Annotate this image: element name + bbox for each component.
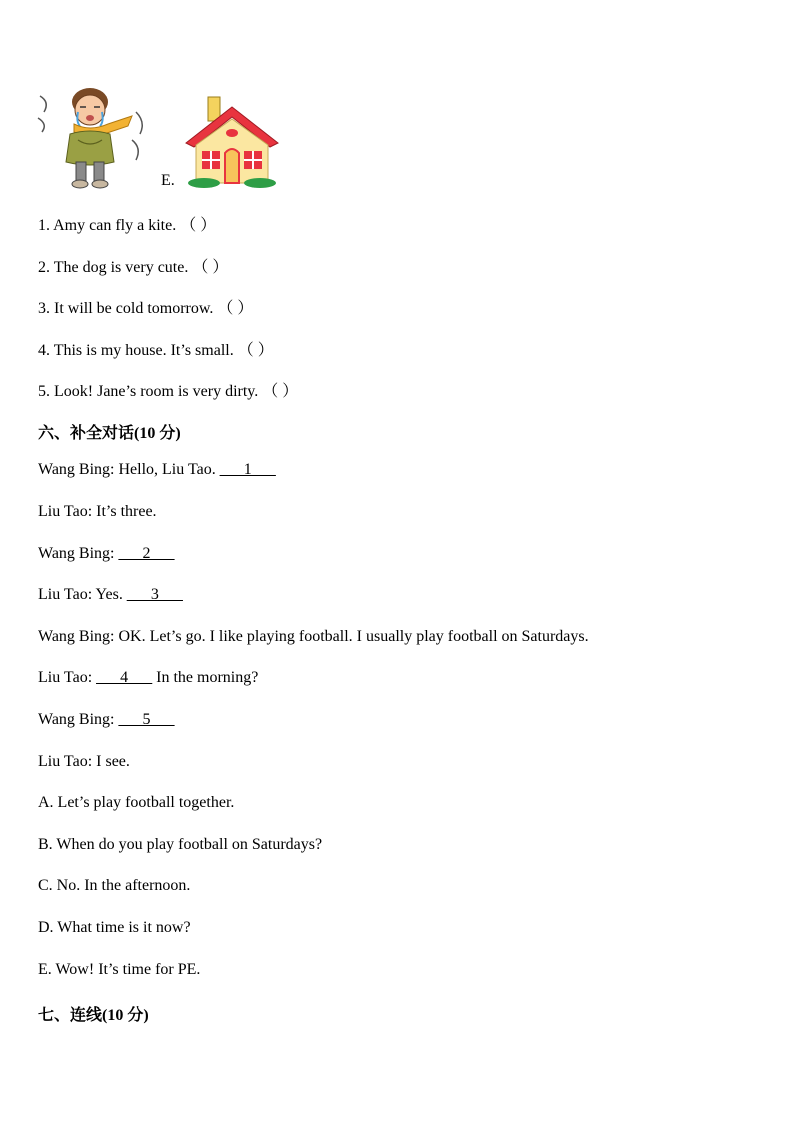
dialogue-text: Wang Bing:	[38, 711, 119, 728]
dialogue-line-8	[38, 753, 130, 771]
dialogue-line-7	[38, 711, 174, 729]
dialogue-option-d: D. What time is it now?	[38, 919, 191, 936]
matching-item-text: 1. Amy can fly a kite.	[38, 217, 177, 234]
matching-item-3	[38, 295, 253, 318]
matching-item-text: 4. This is my house. It’s small.	[38, 342, 234, 359]
section-7-title: 七、连线(10 分)	[38, 1007, 149, 1024]
dialogue-blank[interactable]: ___3___	[126, 586, 183, 603]
dialogue-text: Liu Tao: It’s three.	[38, 503, 157, 520]
dialogue-text: Wang Bing:	[38, 545, 119, 562]
dialogue-blank[interactable]: ___5___	[118, 711, 175, 728]
matching-item-text: 5. Look! Jane’s room is very dirty.	[38, 383, 259, 400]
dialogue-line-6	[38, 669, 258, 687]
matching-item-2	[38, 254, 228, 277]
dialogue-blank[interactable]: ___1___	[219, 461, 276, 478]
dialogue-text: Wang Bing: OK. Let’s go. I like playing football. I usually play football on Saturdays.	[38, 628, 589, 645]
answer-paren[interactable]: （ ）	[217, 300, 254, 317]
dialogue-text: Liu Tao:	[38, 669, 97, 686]
dialogue-option-c: C. No. In the afternoon.	[38, 877, 191, 894]
dialogue-text: Liu Tao: I see.	[38, 753, 130, 770]
dialogue-line-4	[38, 586, 183, 604]
answer-paren[interactable]: （ ）	[262, 383, 299, 400]
matching-item-5	[38, 378, 298, 401]
answer-paren[interactable]: （ ）	[192, 259, 229, 276]
dialogue-line-3	[38, 545, 174, 563]
matching-item-text: 3. It will be cold tomorrow.	[38, 300, 214, 317]
cold-boy-illustration	[36, 82, 148, 190]
matching-item-text: 2. The dog is very cute.	[38, 259, 189, 276]
answer-paren[interactable]: （ ）	[180, 217, 217, 234]
dialogue-line-5	[38, 628, 589, 646]
option-e-label: E.	[161, 172, 175, 189]
dialogue-blank[interactable]: ___2___	[118, 545, 175, 562]
matching-item-4	[38, 337, 274, 360]
dialogue-line-1	[38, 461, 276, 479]
house-illustration	[184, 95, 280, 189]
dialogue-option-b: B. When do you play football on Saturdays?	[38, 836, 323, 853]
dialogue-option-e: E. Wow! It’s time for PE.	[38, 961, 201, 978]
answer-paren[interactable]: （ ）	[237, 342, 274, 359]
dialogue-text: In the morning?	[152, 669, 259, 686]
dialogue-text: Liu Tao: Yes.	[38, 586, 127, 603]
dialogue-text: Wang Bing: Hello, Liu Tao.	[38, 461, 220, 478]
dialogue-line-2	[38, 503, 157, 521]
dialogue-option-a: A. Let’s play football together.	[38, 794, 235, 811]
matching-item-1	[38, 212, 216, 235]
dialogue-blank[interactable]: ___4___	[96, 669, 153, 686]
section-6-title: 六、补全对话(10 分)	[38, 425, 181, 442]
